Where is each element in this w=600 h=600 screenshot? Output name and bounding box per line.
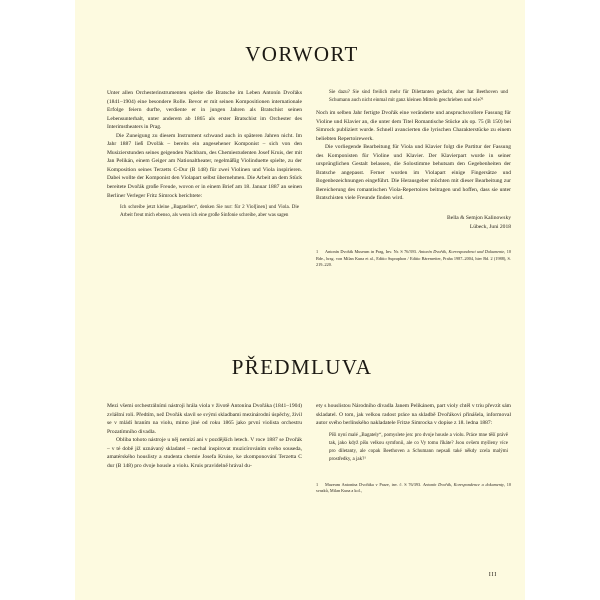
footnote-text-part2: , 10 svazků, Milan Kuna a kol., (316, 481, 511, 493)
vorwort-right-column (316, 89, 511, 268)
footnote-text-part1: Antonín Dvořák Museum in Prag, Inv. Nr. S 76/393. (325, 249, 419, 255)
predmluva-left-column (107, 402, 302, 470)
page-number: III (488, 571, 497, 578)
footnote-text-italic: Antonín Dvořák, Korespondence a dokumenty (422, 481, 504, 487)
footnote-text-part2: , 10 Bde., hrsg. von Milan Kuna et al., Editio Supraphon / Editio Bärenreiter, Praha 1987–2004, hier Bd. 2 (1988), S. 219–220. (316, 249, 512, 267)
signature-authors: Bella & Semjon Kalinowsky (447, 215, 511, 222)
document-page (75, 0, 525, 600)
footnote (316, 482, 511, 495)
blockquote: Ich schreibe jetzt kleine „Bagatellen“, denken Sie nur: für 2 Viol[inen] und Viola. Die Arbeit freut mich ebenso, als wenn ich eine große Sinfonie schreibe, aber was sagen (120, 205, 299, 219)
page-content-area (75, 0, 525, 600)
vorwort-columns (107, 89, 512, 268)
paragraph: ety s houslistou Národního divadla Janem Pelikánem, part violy chtěl v triu převzít sám skladatel. O tom, jak velkou radost práce na skladbě Dvořákovi přinášela, informoval autor svého berlínského nakladatele Fritze Simrocka v dopise z 18. ledna 1887: (316, 403, 511, 427)
page-title-vorwort: VORWORT (245, 42, 359, 66)
blockquote-continued: Sie dazu? Sie sind freilich mehr für Dilettanten gedacht, aber hat Beethoven und Schumann auch nicht einmal mit ganz kleinen Mitteln geschrieben und wie?¹ (329, 90, 508, 103)
paragraph: Noch im selben Jahr fertigte Dvořák eine veränderte und anspruchsvollere Fassung für Violine und Klavier an, die unter dem Titel Romantische Stücke als op. 75 (B 150) bei Simrock publiziert wurde. Schnell avancierten die lyrischen Charakterstücke zu einem beliebten Repertoirewerk. (316, 110, 511, 142)
footnote-marker: 1 (316, 249, 319, 255)
predmluva-right-column (316, 402, 511, 494)
signature-place-date: Lübeck, Juni 2018 (469, 223, 511, 230)
footnote-text-part1: Muzeum Antonína Dvořáka v Praze, inv. č. S 76/393. (325, 481, 423, 487)
section-predmluva (107, 355, 511, 494)
page-title-predmluva: PŘEDMLUVA (231, 355, 373, 379)
vorwort-left-column (107, 89, 302, 220)
footnote-marker: 1 (316, 481, 319, 487)
footnote-text-italic: Antonín Dvořák, Korrespondenci und Dokumente (418, 249, 505, 255)
paragraph: Mezi všemi orchestrálními nástroji hrála viola v životě Antonína Dvořáka (1841–1904) zvláštní roli. Předtím, než Dvořák slavil se svými skladbami mezinárodní úspěchy, živil se v mládí hraním na violu, mimo jiné od roku 1865 jako první violista orchestru Prozatímního divadla. (107, 403, 302, 435)
blockquote: Píši nyní malé „Bagately“, pomyslete jen: pro dvoje housle a violu. Práce mne těší právě tak, jako když píšu velkou symfonii, ale co Vy tomu říkáte? Jsou ovšem myšleny více pro diletanty, ale copak Beethoven a Schumann nepsali také někdy zcela malými prostředky, a jak?¹ (329, 432, 508, 462)
paragraph: Unter allen Orchesterinstrumenten spielte die Bratsche im Leben Antonín Dvořáks (1841–1904) eine besondere Rolle. Bevor er mit seinen Kompositionen internationale Erfolge feiern durfte, verdiente er in jungen Jahren als Bratschist seinen Lebensunterhalt, unter anderem ab 1865 als erster Bratschist im Orchester des Interimstheaters in Prag. (107, 90, 302, 131)
signature-block (316, 214, 511, 231)
paragraph: Die Zuneigung zu diesem Instrument schwand auch in späteren Jahren nicht. Im Jahr 1887 ließ Dvořák – bereits ein angesehener Komponist – sich von den Musizierstunden seines geigenden Nachbarn, des Chemiestudenten Josef Kruis, der mit Jan Pelikán, einem Geiger am Nationaltheater, regelmäßig Violinduette spielte, zu der Komposition seines Terzetts C-Dur (B 148) für zwei Violinen und Viola inspirieren. Dabei wollte der Komponist den Violapart selbst übernehmen. Die Arbeit an dem Stück bereitete Dvořák große Freude, wovon er in einem Brief am 18. Januar 1887 an seinen Berliner Verleger Fritz Simrock berichtete: (107, 132, 302, 199)
predmluva-columns (107, 402, 511, 494)
paragraph: Die vorliegende Bearbeitung für Viola und Klavier folgt die Partitur der Fassung des Komponisten für Violine und Klavier. Der Klavierpart wurde in seiner ursprünglichen Gestalt belassen, die Solostimme behutsam den Gegebenheiten der Bratsche angepasst. Ferner wurden im Violapart einige Fingersätze und Bogenbezeichnungen eingeführt. Die Herausgeber möchten mit dieser Bearbeitung zur Bereicherung des romantischen Viola-Repertoires beitragen und hoffen, dass sie unter Bratschisten viele Freunde finden wird. (316, 144, 511, 202)
footnote (316, 249, 511, 268)
section-vorwort (107, 42, 512, 268)
paragraph: Obliba tohoto nástroje u něj nemizí ani v pozdějších letech. V roce 1887 se Dvořák – v té době již uznávaný skladatel – nechal inspirovat muzicírováním svého souseda, amatérského houslisty a studenta chemie Josefa Kruise, ke zkomponování Terzetta C dur (B 148) pro dvoje housle a violu. Kruis pravidelně hrával du- (107, 437, 302, 469)
